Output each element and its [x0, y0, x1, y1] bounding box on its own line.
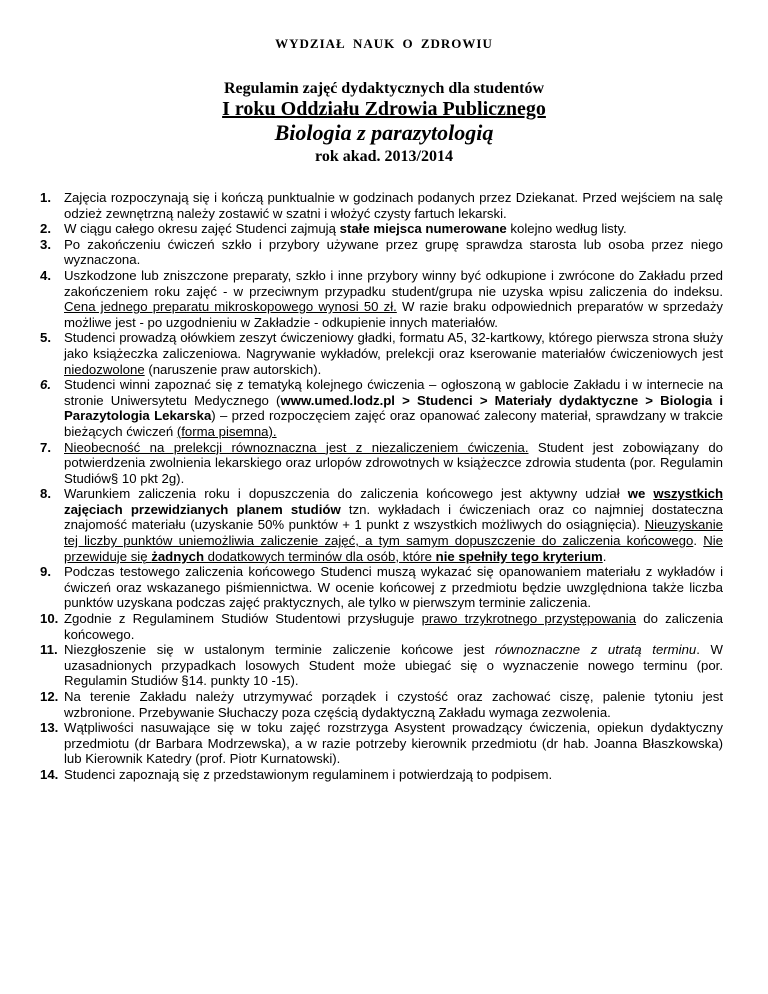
rule-text: W ciągu całego okresu zajęć Studenci zajmują [64, 221, 340, 237]
rule-number: 13. [40, 720, 59, 736]
rule-number: 6. [40, 377, 51, 393]
rule-number: 7. [40, 439, 51, 455]
rule-text: równoznaczne z utratą terminu [495, 642, 697, 658]
rule-text: Nie przewiduje się [64, 533, 723, 564]
academic-year: rok akad. 2013/2014 [315, 148, 453, 165]
rules-list [40, 190, 723, 783]
rule-text: www.umed.lodz.pl > Studenci > Materiały dydaktyczne > Biologia i Parazytologia Lekarska [64, 392, 723, 424]
rule-text: Nieobecność na prelekcji równoznaczna jest z niezaliczeniem ćwiczenia. [64, 439, 529, 455]
rule-text: dodatkowych terminów dla osób, które [204, 548, 436, 564]
rule-text: Cena jednego preparatu mikroskopowego wynosi 50 zł. [64, 299, 397, 315]
rule-text: prawo trzykrotnego przystępowania [421, 611, 637, 627]
rule-item [40, 221, 723, 237]
rule-item [40, 642, 723, 689]
rule-item [40, 440, 723, 487]
rule-text: żadnych [151, 548, 204, 564]
rule-text: Po zakończeniu ćwiczeń szkło i przybory używane przez grupę sprawdza starosta lub osoba przez niego wyznaczona. [64, 236, 723, 268]
rule-text: kolejno według listy. [506, 221, 627, 237]
rule-text: wszystkich [653, 486, 723, 502]
rule-text: do zaliczenia końcowego. [64, 611, 724, 642]
rule-number: 11. [40, 642, 58, 658]
rule-item [40, 611, 723, 642]
rule-number: 9. [40, 564, 51, 580]
rule-item [40, 564, 723, 611]
rule-item [40, 190, 723, 221]
rule-text: . W uzasadnionych przypadkach losowych Student może ubiegać się o wyznaczenie nowego terminu (por. Regulamin Studiów §14. punkty 10 -15). [64, 642, 724, 689]
rule-text: (naruszenie praw autorskich). [144, 361, 322, 377]
department-title: I roku Oddziału Zdrowia Publicznego [222, 98, 546, 120]
rule-number: 4. [40, 267, 51, 283]
rule-text: Nieuzyskanie tej liczby punktów uniemożliwia zaliczenie zajęć, a tym samym dopuszczenie do zaliczenia końcowego [64, 517, 723, 549]
rule-number: 10. [40, 611, 59, 627]
rule-text: Uszkodzone lub zniszczone preparaty, szkło i inne przybory winny być odkupione i zwrócone do Zakładu przed zakończeniem roku zajęć - w przeciwnym przypadku student/grupa nie uzyska wpisu zaliczenia do indeksu. [64, 267, 723, 299]
rule-text: W razie braku odpowiednich preparatów w sprzedaży możliwe jest - po uzgodnieniu w Zakładzie - odkupienie innych materiałów. [64, 299, 724, 330]
rule-text: Na terenie Zakładu należy utrzymywać porządek i czystość oraz zachować ciszę, palenie tytoniu jest wzbronione. Przebywanie Słuchaczy poza częścią dydaktyczną Zakładu wymaga zezwolenia. [64, 689, 723, 720]
rule-item [40, 377, 723, 439]
rule-number: 12. [40, 689, 59, 704]
course-title: Biologia z parazytologią [274, 120, 494, 145]
rule-number: 14. [40, 766, 59, 782]
rule-text: nie spełniły tego kryterium [435, 548, 603, 564]
rule-text: Zajęcia rozpoczynają się i kończą punktualnie w godzinach podanych przez Dziekanat. Przed wejściem na salę odzież zewnętrzną należy zostawić w szatni i włożyć czysty fartuch lekarski. [64, 190, 723, 221]
rule-number: 1. [40, 190, 51, 205]
rule-text: niedozwolone [64, 361, 145, 377]
rule-item [40, 720, 723, 767]
rule-text: (forma pisemna). [176, 423, 277, 439]
rule-number: 2. [40, 221, 51, 237]
regulation-title: Regulamin zajęć dydaktycznych dla studentów [223, 80, 544, 97]
rule-text: Studenci winni zapoznać się z tematyką kolejnego ćwiczenia – ogłoszoną w gablocie Zakładu i w internecie na stronie Uniwersytetu Medycznego ( [64, 377, 723, 408]
rule-text: . [602, 548, 607, 564]
rule-text: Studenci prowadzą ołówkiem zeszyt ćwiczeniowy gładki, formatu A5, 32-kartkowy, którego pierwsza strona służy jako książeczka zaliczeniowa. Nagrywanie wykładów, prelekcji oraz kserowanie materiałów ćwiczeniowych jest [64, 330, 723, 361]
rule-item [40, 330, 723, 377]
rule-text: ) – przed rozpoczęciem zajęć oraz opanować zalecony materiał, sprawdzany w trakcie bieżących ćwiczeń [64, 408, 723, 439]
rule-item [40, 237, 723, 268]
rule-text: Student jest zobowiązany do potwierdzenia zwolnienia lekarskiego oraz urlopów zdrowotnych w książeczce zdrowia studenta (por. Regulamin Studiów§ 10 pkt 2g). [64, 439, 723, 486]
rule-item [40, 268, 723, 330]
faculty-name: WYDZIAŁ NAUK O ZDROWIU [275, 36, 493, 51]
rule-item [40, 767, 723, 783]
rule-text: tzn. wykładach i ćwiczeniach oraz co najmniej dostateczna znajomość materiału (uzyskanie 50% punktów + 1 punkt z wszystkich możliwych do osiągnięcia). [64, 501, 723, 533]
rule-text: stałe miejsca numerowane [339, 221, 507, 237]
rule-text: Podczas testowego zaliczenia końcowego Studenci muszą wykazać się opanowaniem materiału z wykładów i ćwiczeń oraz wskazanego piśmiennictwa. W ocenie końcowej z przedmiotu będzie uwzględniona także liczba punktów uzyskana podczas zajęć praktycznych, ale tylko w pierwszym terminie zaliczenia. [64, 564, 723, 611]
rule-number: 5. [40, 330, 51, 346]
rule-item [40, 486, 723, 564]
rule-item [40, 689, 723, 720]
rule-text: zajęciach przewidzianych planem studiów [64, 501, 341, 517]
rule-text: Zgodnie z Regulaminem Studiów Studentowi przysługuje [64, 611, 422, 627]
rule-text: . [693, 533, 704, 549]
rule-number: 3. [40, 236, 51, 252]
rule-text: Wątpliwości nasuwające się w toku zajęć rozstrzyga Asystent prowadzący ćwiczenia, opiekun dydaktyczny przedmiotu (dr Barbara Modrzewska), a w razie potrzeby kierownik przedmiotu (dr hab. Joanna Błaszkowska) lub Kierownik Katedry (prof. Piotr Kurnatowski). [64, 720, 723, 767]
rule-text: we [627, 486, 654, 502]
rule-text: Warunkiem zaliczenia roku i dopuszczenia do zaliczenia końcowego jest aktywny udział [64, 486, 628, 502]
rule-text: Niezgłoszenie się w ustalonym terminie zaliczenie końcowe jest [64, 642, 496, 658]
rule-text: Studenci zapoznają się z przedstawionym regulaminem i potwierdzają to podpisem. [64, 766, 553, 782]
rule-number: 8. [40, 486, 51, 502]
